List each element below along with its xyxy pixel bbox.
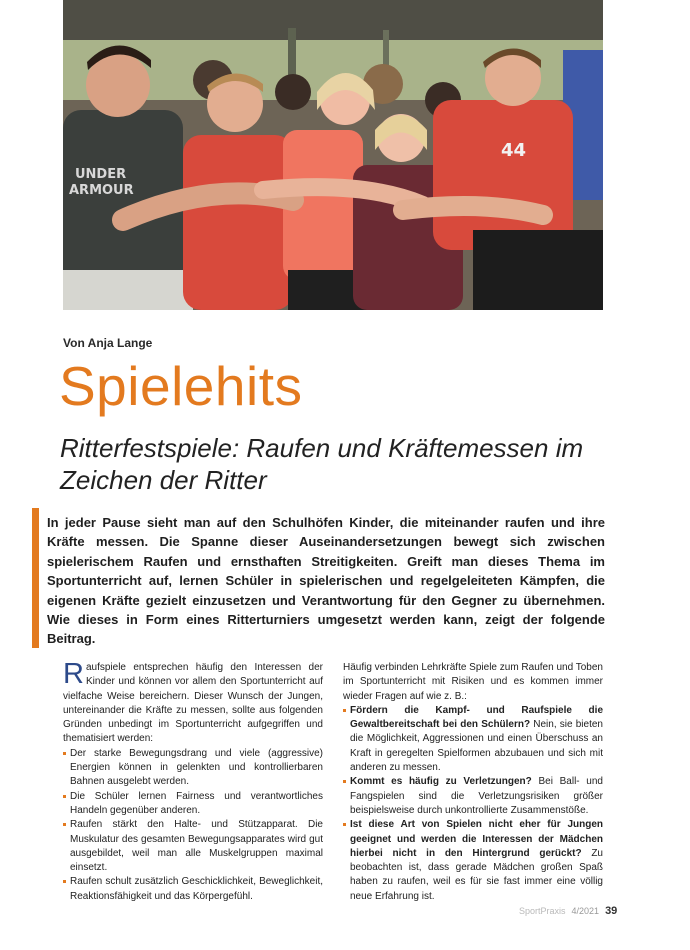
lead-accent-bar [32,508,39,648]
answer-text: Nein, sie bieten die Möglichkeit, Aggressionen und einen Überschuss an Kraft in geregelten Spielformen abzubauen und sich mit anderen zu messen. [350,719,603,774]
body-column-right [343,661,603,904]
answer-text: Zu beobachten ist, dass gerade Mädchen großen Spaß haben zu raufen, weil es für sie fast immer eine völlig neue Erfahrung ist. [350,847,603,902]
list-item: Raufen stärkt den Halte- und Stützapparat. Die Muskulatur des gesamten Bewegungsapparates wird gut ausgebildet, weil man alle Muskelgruppen maximal einsetzt. [63,818,323,875]
page-footer [519,905,617,917]
issue-number: 4/2021 [571,906,600,916]
byline: Von Anja Lange [63,336,153,350]
question-text: Ist diese Art von Spielen nicht eher für Jungen geeignet und werden die Interessen der Mädchen hierbei nicht in den Hintergrund gerückt? [350,819,603,859]
magazine-name: SportPraxis [519,906,566,916]
question-text: Kommt es häufig zu Verletzungen? [350,776,532,788]
shirt-text-brand: UNDER [75,167,127,182]
list-item [343,818,603,904]
question-text: Fördern die Kampf- und Raufspiele die Gewaltbereitschaft bei den Schülern? [350,704,603,731]
questions-list [343,704,603,904]
hero-photo-illustration [63,0,603,310]
list-item: Die Schüler lernen Fairness und verantwortliches Handeln gegenüber anderen. [63,790,323,819]
list-item: Raufen schult zusätzlich Geschicklichkeit, Beweglichkeit, Reaktionsfähigkeit und das Körpergefühl. [63,875,323,904]
reasons-list [63,747,323,904]
subtitle: Ritterfestspiele: Raufen und Kräftemessen im Zeichen der Ritter [60,433,584,495]
list-item [343,775,603,818]
lead-paragraph: In jeder Pause sieht man auf den Schulhöfen Kinder, die miteinander raufen und ihre Kräfte messen. Die Spanne dieser Auseinandersetzungen bewegt sich zwischen spielerischem Raufen und ernsthaften Streitigkeiten. Greift man dieses Thema im Sportunterricht auf, lernen Schüler in spielerischen und regelgeleiteten Kämpfen, die eigenen Kräfte gezielt einzusetzen und Verantwortung für den Gegner zu übernehmen. Wie dieses in Form eines Ritterturniers umgesetzt werden kann, zeigt der folgende Beitrag. [47,515,605,647]
headline: Spielehits [59,355,303,417]
shirt-number: 44 [501,140,527,161]
intro-text: aufspiele entsprechen häufig den Interessen der Kinder und können vor allem den Sportunterricht auf vielfache Weise bereichern. Dieser Wunsch der Jungen, untereinander die Kräfte zu messen, sollte aus folgenden Gründen unbedingt im Sportunterricht aufgegriffen und thematisiert werden: [63,662,323,745]
answer-text: Bei Ball- und Fangspielen sind die Verletzungsrisiken größer beispielsweise durch unkontrollierte Zusammenstöße. [350,776,603,816]
page-number: 39 [605,905,618,917]
list-item [343,704,603,775]
body-column-left [63,658,323,904]
drop-cap: R [63,658,84,690]
list-item: Der starke Bewegungsdrang und viele (aggressive) Energien können in gelenkten und kontrollierbaren Bahnen ausgelebt werden. [63,747,323,790]
intro-paragraph [63,658,323,747]
shirt-text-brand-2: ARMOUR [69,183,134,198]
right-intro-paragraph: Häufig verbinden Lehrkräfte Spiele zum Raufen und Toben im Sportunterricht mit Risiken und es kommen immer wieder Fragen auf wie z. B.: [343,662,603,702]
hero-photo [63,0,603,310]
